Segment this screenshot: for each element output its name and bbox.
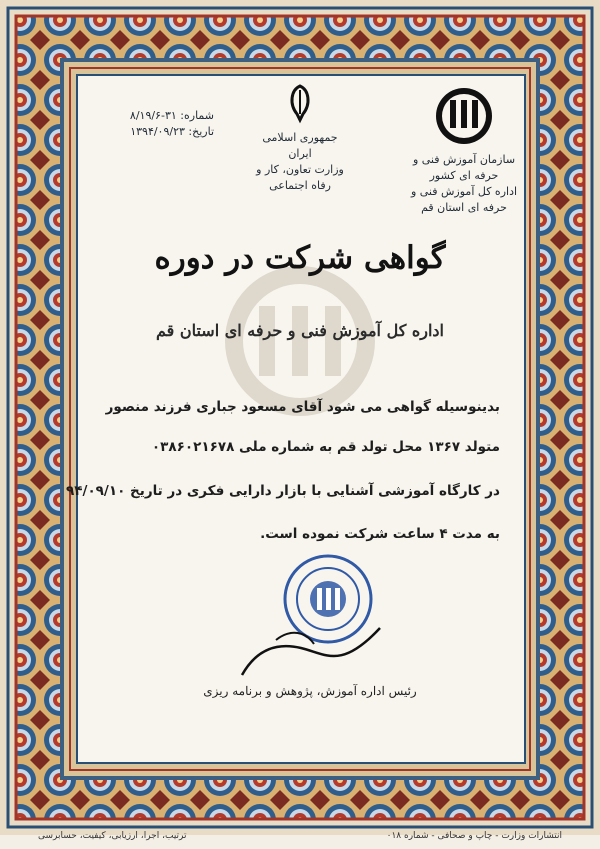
certificate-line-4: به مدت ۴ ساعت شرکت نموده است. [260,526,500,542]
certificate-line-2: متولد ۱۳۶۷ محل تولد قم به شماره ملی ۰۳۸۶۰۲۱۶۷۸ [151,439,500,455]
watermark-gear [192,266,408,416]
issuing-office: اداره کل آموزش فنی و حرفه ای استان قم [155,321,444,340]
organization-logo-icon [432,84,496,148]
footer-right-text: انتشارات وزارت - چاپ و صحافی - شماره ۰۱۸ [386,831,562,841]
signature-mark-icon [236,610,386,690]
certificate-line-1: بدینوسیله گواهی می شود آقای مسعود جباری فرزند منصور [105,399,500,415]
organization-logo-block: سازمان آموزش فنی و حرفه ای کشور اداره کل آموزش فنی و حرفه ای استان قم [406,84,522,216]
iran-emblem-block: جمهوری اسلامی ایران وزارت تعاون، کار و رفاه اجتماعی [252,80,348,194]
footer-left-text: ترتیب، اجرا، ارزیابی، کیفیت، حسابرسی [38,831,187,841]
certificate-line-3: در کارگاه آموزشی آشنایی با بازار دارایی فکری در تاریخ ۹۴/۰۹/۱۰ [66,483,500,499]
signatory-title: رئیس اداره آموزش، پژوهش و برنامه ریزی [203,684,417,698]
document-number: شماره: ۳۱-۸/۱۹/۶ تاریخ: ۱۳۹۴/۰۹/۲۳ [129,109,214,138]
iran-emblem-icon [281,80,319,126]
certificate-title: گواهی شرکت در دوره [154,240,446,276]
